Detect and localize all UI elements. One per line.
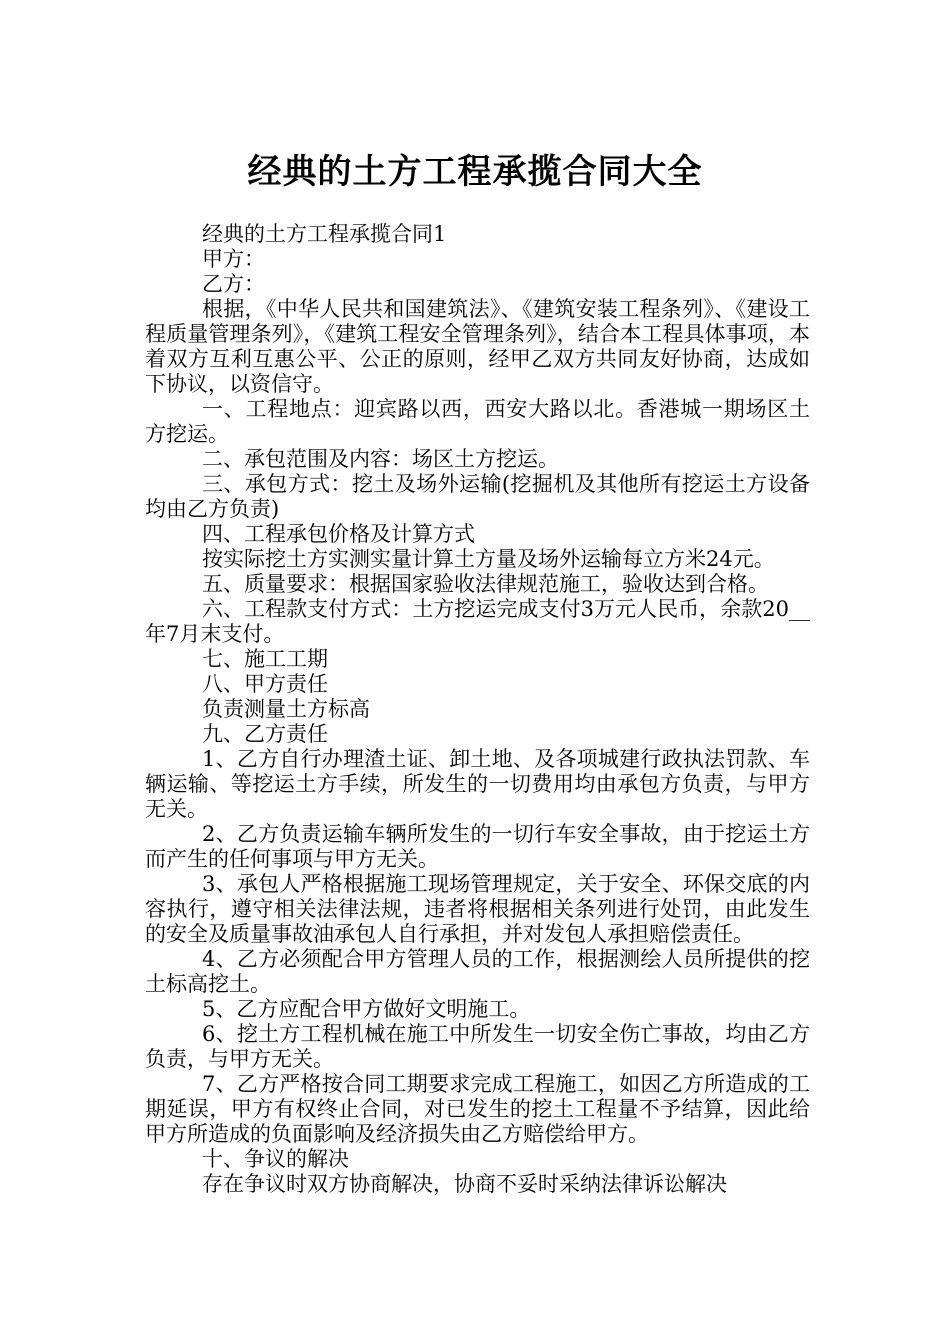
clause-8-heading: 八、甲方责任 bbox=[202, 672, 328, 696]
clause-2-scope: 二、承包范围及内容：场区土方挖运。 bbox=[202, 447, 559, 471]
clause-1-location: 一、工程地点：迎宾路以西，西安大路以北。香港城一期场区土方挖运。 bbox=[145, 397, 810, 446]
clause-9-item-4: 4、乙方必须配合甲方管理人员的工作，根据测绘人员所提供的挖土标高挖土。 bbox=[145, 947, 810, 996]
clause-4-price-text: 按实际挖土方实测实量计算土方量及场外运输每立方米24元。 bbox=[202, 547, 775, 571]
clause-6-payment: 六、工程款支付方式：土方挖运完成支付3万元人民币，余款20__年7月末支付。 bbox=[145, 597, 810, 646]
clause-7-period: 七、施工工期 bbox=[202, 647, 328, 671]
clause-4-price-heading: 四、工程承包价格及计算方式 bbox=[202, 522, 475, 546]
clause-10-heading: 十、争议的解决 bbox=[202, 1147, 349, 1171]
clause-9-item-3: 3、承包人严格根据施工现场管理规定，关于安全、环保交底的内容执行，遵守相关法律法规，违者将根据相关条列进行处罚，由此发生的安全及质量事故油承包人自行承担，并对发包人承担赔偿责任。 bbox=[145, 872, 810, 946]
clause-8-text: 负责测量土方标高 bbox=[202, 697, 370, 721]
clause-9-item-5: 5、乙方应配合甲方做好文明施工。 bbox=[202, 997, 531, 1021]
clause-9-item-6: 6、挖土方工程机械在施工中所发生一切安全伤亡事故，均由乙方负责，与甲方无关。 bbox=[145, 1022, 810, 1071]
document-body bbox=[145, 222, 810, 1197]
clause-10-text: 存在争议时双方协商解决，协商不妥时采纳法律诉讼解决 bbox=[202, 1172, 727, 1196]
clause-9-heading: 九、乙方责任 bbox=[202, 722, 328, 746]
clause-9-item-1: 1、乙方自行办理渣土证、卸土地、及各项城建行政执法罚款、车辆运输、等挖运土方手续，所发生的一切费用均由承包方负责，与甲方无关。 bbox=[145, 747, 810, 821]
document-title: 经典的土方工程承揽合同大全 bbox=[247, 151, 703, 192]
preamble-paragraph: 根据，《中华人民共和国建筑法》、《建筑安装工程条列》、《建设工程质量管理条列》，《建筑工程安全管理条列》，结合本工程具体事项，本着双方互利互惠公平、公正的原则，经甲乙双方共同友好协商，达成如下协议，以资信守。 bbox=[145, 297, 810, 396]
clause-9-item-7: 7、乙方严格按合同工期要求完成工程施工，如因乙方所造成的工期延误，甲方有权终止合同，对已发生的挖土工程量不予结算，因此给甲方所造成的负面影响及经济损失由乙方赔偿给甲方。 bbox=[145, 1072, 810, 1146]
clause-5-quality: 五、质量要求：根据国家验收法律规范施工，验收达到合格。 bbox=[202, 572, 769, 596]
clause-3-method: 三、承包方式：挖土及场外运输(挖掘机及其他所有挖运土方设备均由乙方负责) bbox=[145, 472, 810, 521]
clause-9-item-2: 2、乙方负责运输车辆所发生的一切行车安全事故，由于挖运土方而产生的任何事项与甲方无关。 bbox=[145, 822, 810, 871]
party-b-line: 乙方： bbox=[202, 272, 265, 296]
paragraph-heading: 经典的土方工程承揽合同1 bbox=[202, 222, 447, 246]
party-a-line: 甲方： bbox=[202, 247, 265, 271]
